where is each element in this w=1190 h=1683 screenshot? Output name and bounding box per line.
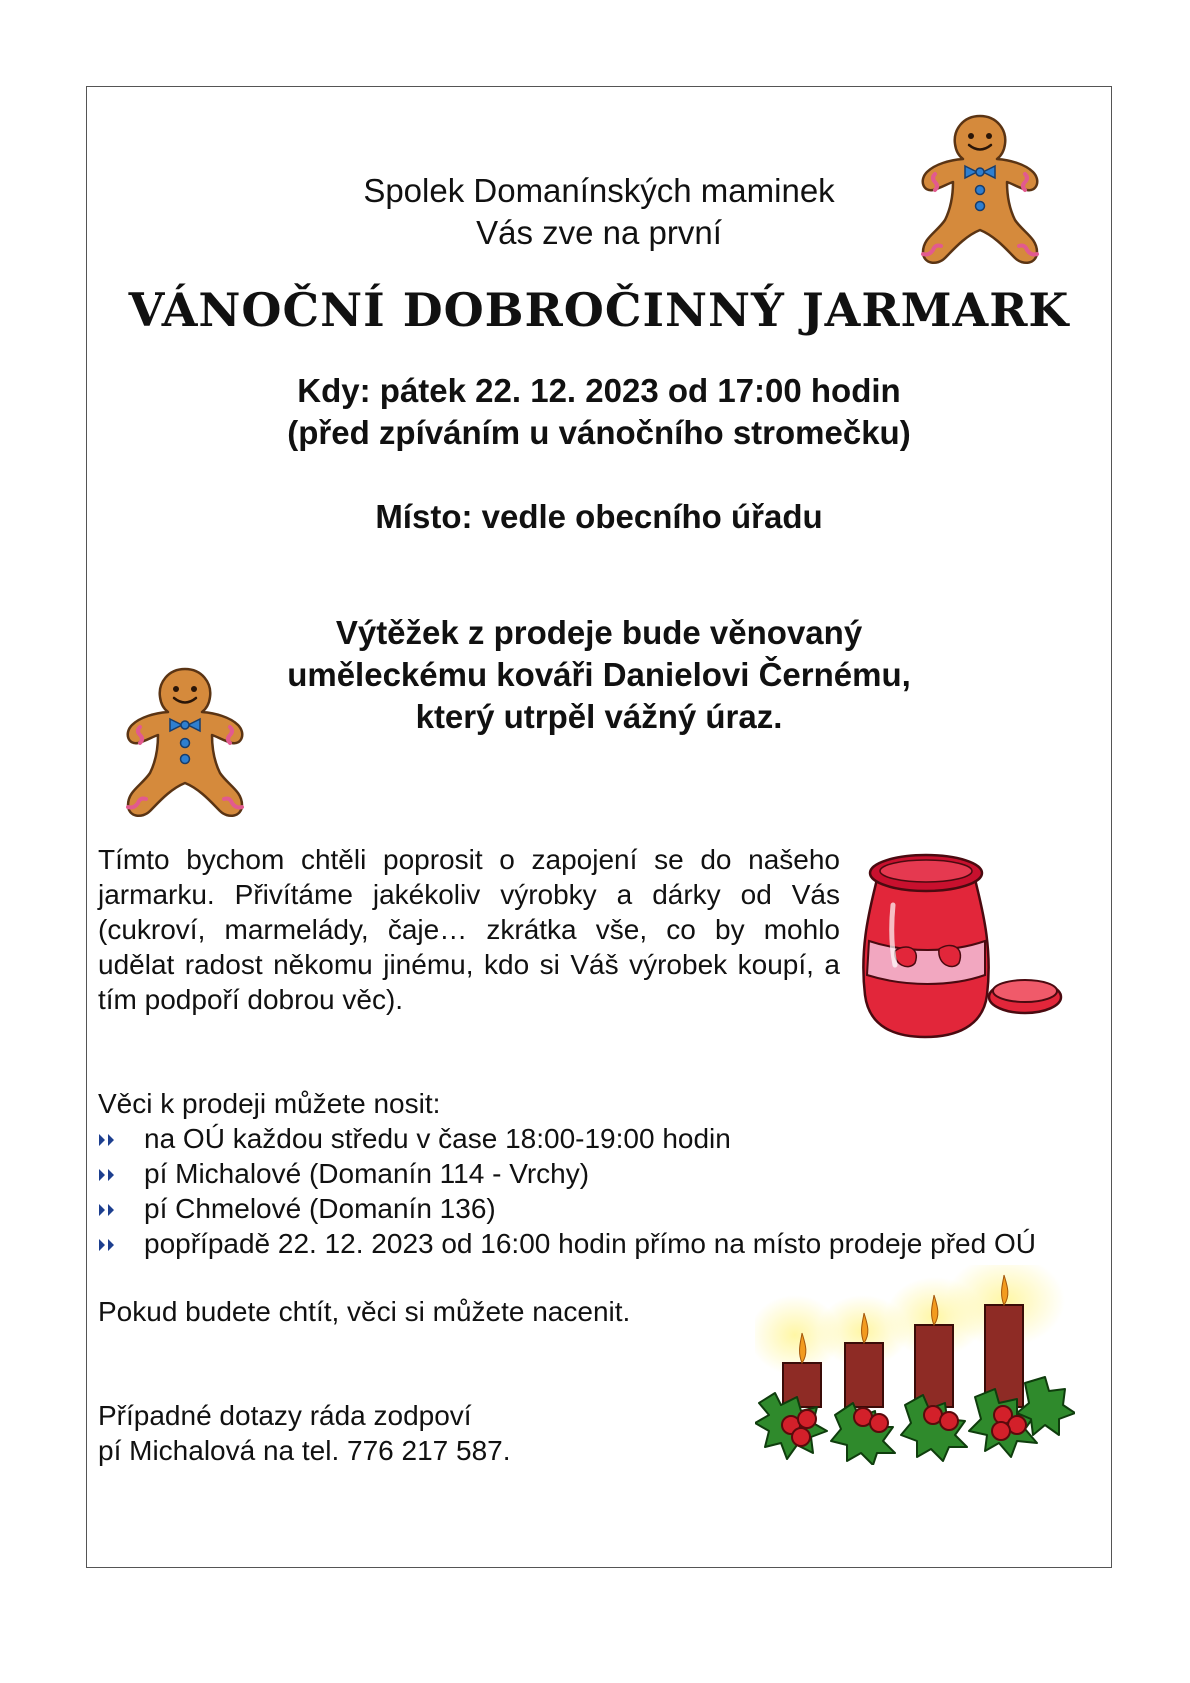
list-item-text: popřípadě 22. 12. 2023 od 16:00 hodin přímo na místo prodeje před OÚ bbox=[144, 1228, 1036, 1259]
list-item-text: pí Michalové (Domanín 114 - Vrchy) bbox=[144, 1158, 590, 1189]
organizer-name: Spolek Domanínských maminek bbox=[363, 172, 835, 209]
dropoff-heading: Věci k prodeji můžete nosit: bbox=[98, 1088, 441, 1119]
gingerbread-man-icon bbox=[915, 112, 1045, 272]
event-when bbox=[86, 370, 1112, 454]
event-date: Kdy: pátek 22. 12. 2023 od 17:00 hodin bbox=[297, 372, 901, 409]
list-item-text: pí Chmelové (Domanín 136) bbox=[144, 1193, 496, 1224]
list-item bbox=[98, 1156, 1108, 1191]
event-place: Místo: vedle obecního úřadu bbox=[375, 498, 823, 535]
double-arrow-icon bbox=[98, 1203, 120, 1217]
event-date-note: (před zpíváním u vánočního stromečku) bbox=[287, 414, 911, 451]
advent-candles-icon bbox=[755, 1265, 1075, 1465]
double-arrow-icon bbox=[98, 1133, 120, 1147]
proceeds-line-1: Výtěžek z prodeje bude věnovaný bbox=[335, 614, 863, 651]
list-item bbox=[98, 1191, 1108, 1226]
double-arrow-icon bbox=[98, 1238, 120, 1252]
double-arrow-icon bbox=[98, 1168, 120, 1182]
list-item bbox=[98, 1226, 1108, 1261]
invite-line: Vás zve na první bbox=[476, 214, 722, 251]
dropoff-list bbox=[98, 1121, 1108, 1261]
pricing-note: Pokud budete chtít, věci si můžete nacenit. bbox=[98, 1296, 631, 1327]
page-title: VÁNOČNÍ DOBROČINNÝ JARMARK bbox=[128, 283, 1070, 337]
list-item bbox=[98, 1121, 1108, 1156]
contact-line-2: pí Michalová na tel. 776 217 587. bbox=[98, 1435, 511, 1466]
contact-block bbox=[98, 1398, 511, 1468]
contact-line-1: Případné dotazy ráda zodpoví bbox=[98, 1400, 472, 1431]
appeal-paragraph: Tímto bychom chtěli poprosit o zapojení se do našeho jarmarku. Přivítáme jakékoliv výrobky a dárky od Vás (cukroví, marmelády, čaje… zkrátka vše, co by mohlo udělat radost někomu jinému, kdo si Váš výrobek koupí, a tím podpoří dobrou věc). bbox=[98, 844, 840, 1015]
jam-jar-icon bbox=[855, 845, 1065, 1045]
proceeds-line-2: uměleckému kováři Danielovi Černému, bbox=[287, 656, 911, 693]
list-item-text: na OÚ každou středu v čase 18:00-19:00 hodin bbox=[144, 1123, 731, 1154]
proceeds-line-3: který utrpěl vážný úraz. bbox=[415, 698, 783, 735]
gingerbread-man-icon bbox=[120, 665, 250, 825]
